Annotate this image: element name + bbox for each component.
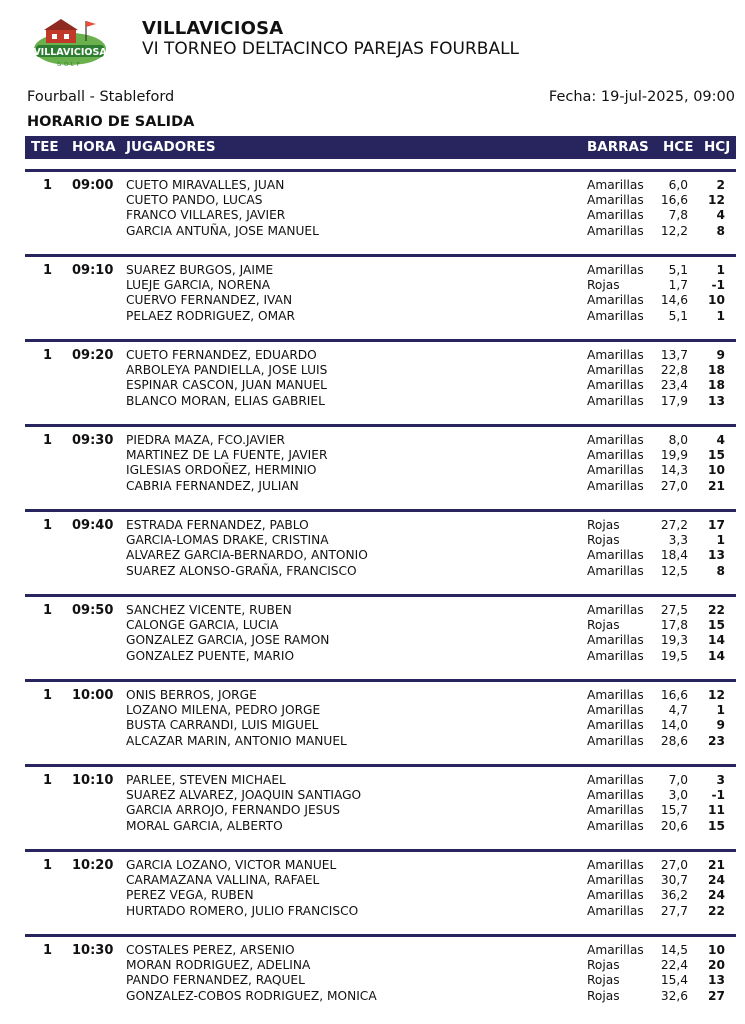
player-name: IGLESIAS ORDOÑEZ, HERMINIO xyxy=(126,463,317,478)
player-tees: Amarillas xyxy=(587,393,644,408)
player-name: PELAEZ RODRIGUEZ, OMAR xyxy=(126,308,295,323)
player-hce: 19,5 xyxy=(660,648,688,663)
player-hcj: 8 xyxy=(716,223,725,238)
tee-time: 10:20 xyxy=(72,858,114,873)
tee-number: 1 xyxy=(43,688,53,703)
player-hcj: 22 xyxy=(708,903,725,918)
player-hce: 19,3 xyxy=(660,633,688,648)
player-name: CUERVO FERNANDEZ, IVAN xyxy=(126,293,293,308)
player-hce: 15,7 xyxy=(660,803,688,818)
player-tees: Amarillas xyxy=(587,633,644,648)
player-name: MORAN RODRIGUEZ, ADELINA xyxy=(126,958,311,973)
player-hcj: 22 xyxy=(708,603,725,617)
player-hcj: 23 xyxy=(708,733,725,748)
tee-time: 10:10 xyxy=(72,773,114,788)
player-tees: Amarillas xyxy=(587,463,644,478)
player-hce: 3,3 xyxy=(668,533,688,548)
player-tees: Amarillas xyxy=(587,648,644,663)
player-name: SUAREZ ALVAREZ, JOAQUIN SANTIAGO xyxy=(126,788,362,803)
player-row xyxy=(126,448,726,463)
player-row xyxy=(126,548,726,563)
player-hce: 12,2 xyxy=(660,223,688,238)
col-hora: HORA xyxy=(72,139,116,155)
tee-time: 09:40 xyxy=(72,518,114,533)
player-hce: 5,1 xyxy=(668,263,688,277)
player-name: FRANCO VILLARES, JAVIER xyxy=(126,208,286,223)
player-hcj: 1 xyxy=(716,703,725,718)
player-name: ALCAZAR MARIN, ANTONIO MANUEL xyxy=(126,733,347,748)
tee-number: 1 xyxy=(43,943,53,958)
player-tees: Rojas xyxy=(587,618,620,633)
player-tees: Amarillas xyxy=(587,603,644,617)
player-hcj: 3 xyxy=(716,773,725,787)
player-name: ESTRADA FERNANDEZ, PABLO xyxy=(126,518,309,532)
player-tees: Amarillas xyxy=(587,363,644,378)
player-row xyxy=(126,958,726,973)
tee-time: 09:20 xyxy=(72,348,114,363)
player-name: CABRIA FERNANDEZ, JULIAN xyxy=(126,478,299,493)
player-hcj: 13 xyxy=(708,548,725,563)
player-hce: 5,1 xyxy=(668,308,688,323)
player-hcj: 4 xyxy=(716,208,725,223)
player-hce: 20,6 xyxy=(660,818,688,833)
player-tees: Amarillas xyxy=(587,903,644,918)
player-hce: 7,0 xyxy=(668,773,688,787)
player-tees: Amarillas xyxy=(587,308,644,323)
player-name: ARBOLEYA PANDIELLA, JOSE LUIS xyxy=(126,363,328,378)
tee-time: 09:50 xyxy=(72,603,114,618)
player-row xyxy=(126,518,726,533)
player-list xyxy=(126,773,726,834)
player-tees: Rojas xyxy=(587,988,620,1003)
player-hce: 1,7 xyxy=(668,278,688,293)
player-list xyxy=(126,178,726,239)
player-hce: 12,5 xyxy=(660,563,688,578)
tee-time: 09:30 xyxy=(72,433,114,448)
player-tees: Amarillas xyxy=(587,943,644,957)
player-row xyxy=(126,193,726,208)
player-row xyxy=(126,378,726,393)
tee-time-group xyxy=(25,594,736,679)
player-tees: Amarillas xyxy=(587,378,644,393)
player-tees: Rojas xyxy=(587,958,620,973)
section-title: HORARIO DE SALIDA xyxy=(27,114,195,130)
player-name: HURTADO ROMERO, JULIO FRANCISCO xyxy=(126,903,359,918)
player-tees: Amarillas xyxy=(587,548,644,563)
player-row xyxy=(126,463,726,478)
player-name: PIEDRA MAZA, FCO.JAVIER xyxy=(126,433,286,447)
player-hcj: 15 xyxy=(708,448,725,463)
club-logo xyxy=(32,15,108,69)
player-hce: 14,6 xyxy=(660,293,688,308)
col-hcj: HCJ xyxy=(704,139,731,155)
player-row xyxy=(126,703,726,718)
col-jugadores: JUGADORES xyxy=(126,139,216,155)
player-hcj: 20 xyxy=(708,958,725,973)
player-name: ONIS BERROS, JORGE xyxy=(126,688,257,702)
player-tees: Amarillas xyxy=(587,873,644,888)
player-hcj: 12 xyxy=(708,193,725,208)
player-hcj: 8 xyxy=(716,563,725,578)
player-name: BUSTA CARRANDI, LUIS MIGUEL xyxy=(126,718,319,733)
player-row xyxy=(126,819,726,834)
player-tees: Amarillas xyxy=(587,773,644,787)
player-hce: 6,0 xyxy=(668,178,688,192)
player-name: GARCIA ANTUÑA, JOSE MANUEL xyxy=(126,223,319,238)
player-hcj: 12 xyxy=(708,688,725,702)
tee-time: 09:10 xyxy=(72,263,114,278)
player-hce: 27,5 xyxy=(660,603,688,617)
player-hce: 14,3 xyxy=(660,463,688,478)
event-date: Fecha: 19-jul-2025, 09:00 xyxy=(548,89,735,105)
player-hcj: 13 xyxy=(708,973,725,988)
player-list xyxy=(126,858,726,919)
player-hcj: 15 xyxy=(708,618,725,633)
club-name: VILLAVICIOSA xyxy=(142,18,284,39)
player-name: CUETO FERNANDEZ, EDUARDO xyxy=(126,348,317,362)
tournament-title: VI TORNEO DELTACINCO PAREJAS FOURBALL xyxy=(142,39,520,59)
player-name: GARCIA-LOMAS DRAKE, CRISTINA xyxy=(126,533,329,548)
col-tee: TEE xyxy=(31,139,59,155)
player-hcj: 21 xyxy=(708,478,725,493)
player-row xyxy=(126,309,726,324)
player-name: CUETO MIRAVALLES, JUAN xyxy=(126,178,285,192)
player-tees: Amarillas xyxy=(587,448,644,463)
player-name: GARCIA LOZANO, VICTOR MANUEL xyxy=(126,858,337,872)
player-name: CALONGE GARCIA, LUCIA xyxy=(126,618,279,633)
player-row xyxy=(126,263,726,278)
player-list xyxy=(126,263,726,324)
player-tees: Amarillas xyxy=(587,348,644,362)
player-tees: Amarillas xyxy=(587,563,644,578)
player-hce: 16,6 xyxy=(660,193,688,208)
player-row xyxy=(126,603,726,618)
player-row xyxy=(126,873,726,888)
player-name: LOZANO MILENA, PEDRO JORGE xyxy=(126,703,321,718)
player-hce: 14,0 xyxy=(660,718,688,733)
player-list xyxy=(126,433,726,494)
player-name: PEREZ VEGA, RUBEN xyxy=(126,888,254,903)
player-hce: 7,8 xyxy=(668,208,688,223)
player-row xyxy=(126,989,726,1004)
player-hcj: 9 xyxy=(716,718,725,733)
player-row xyxy=(126,773,726,788)
player-name: ALVAREZ GARCIA-BERNARDO, ANTONIO xyxy=(126,548,368,563)
player-hce: 36,2 xyxy=(660,888,688,903)
player-name: SUAREZ BURGOS, JAIME xyxy=(126,263,274,277)
player-tees: Rojas xyxy=(587,973,620,988)
player-hce: 19,9 xyxy=(660,448,688,463)
player-hcj: 14 xyxy=(708,648,725,663)
player-tees: Amarillas xyxy=(587,858,644,872)
player-name: LUEJE GARCIA, NORENA xyxy=(126,278,271,293)
player-name: PARLEE, STEVEN MICHAEL xyxy=(126,773,286,787)
player-row xyxy=(126,904,726,919)
player-hcj: 2 xyxy=(716,178,725,192)
player-hce: 17,8 xyxy=(660,618,688,633)
player-row xyxy=(126,633,726,648)
player-row xyxy=(126,688,726,703)
player-hcj: 21 xyxy=(708,858,725,872)
player-name: MARTINEZ DE LA FUENTE, JAVIER xyxy=(126,448,328,463)
player-name: CUETO PANDO, LUCAS xyxy=(126,193,263,208)
player-name: PANDO FERNANDEZ, RAQUEL xyxy=(126,973,305,988)
player-hcj: 1 xyxy=(716,263,725,277)
player-hce: 27,0 xyxy=(660,478,688,493)
tee-time-group xyxy=(25,509,736,594)
player-hce: 14,5 xyxy=(660,943,688,957)
player-hce: 3,0 xyxy=(668,788,688,803)
player-row xyxy=(126,734,726,749)
player-hcj: -1 xyxy=(711,278,725,293)
tee-time-group xyxy=(25,424,736,509)
player-row xyxy=(126,394,726,409)
player-hcj: 18 xyxy=(708,363,725,378)
player-row xyxy=(126,649,726,664)
tee-time: 09:00 xyxy=(72,178,114,193)
player-list xyxy=(126,943,726,1004)
competition-format: Fourball - Stableford xyxy=(27,89,175,105)
tee-number: 1 xyxy=(43,518,53,533)
player-row xyxy=(126,224,726,239)
player-tees: Amarillas xyxy=(587,818,644,833)
player-tees: Rojas xyxy=(587,518,620,532)
player-hcj: 11 xyxy=(708,803,725,818)
player-tees: Amarillas xyxy=(587,478,644,493)
player-list xyxy=(126,688,726,749)
player-hce: 13,7 xyxy=(660,348,688,362)
player-tees: Amarillas xyxy=(587,688,644,702)
col-barras: BARRAS xyxy=(587,139,649,155)
player-tees: Amarillas xyxy=(587,208,644,223)
player-hce: 15,4 xyxy=(660,973,688,988)
player-hce: 4,7 xyxy=(668,703,688,718)
player-row xyxy=(126,803,726,818)
player-row xyxy=(126,973,726,988)
player-hce: 22,4 xyxy=(660,958,688,973)
tee-time-group xyxy=(25,254,736,339)
player-row xyxy=(126,363,726,378)
player-row xyxy=(126,293,726,308)
player-tees: Rojas xyxy=(587,278,620,293)
player-name: CARAMAZANA VALLINA, RAFAEL xyxy=(126,873,320,888)
player-hcj: 17 xyxy=(708,518,725,532)
player-hce: 27,7 xyxy=(660,903,688,918)
player-hcj: 10 xyxy=(708,943,725,957)
player-name: COSTALES PEREZ, ARSENIO xyxy=(126,943,295,957)
player-name: SANCHEZ VICENTE, RUBEN xyxy=(126,603,292,617)
player-hcj: 1 xyxy=(716,308,725,323)
tee-number: 1 xyxy=(43,178,53,193)
player-name: BLANCO MORAN, ELIAS GABRIEL xyxy=(126,393,325,408)
tee-number: 1 xyxy=(43,433,53,448)
player-hcj: -1 xyxy=(711,788,725,803)
player-name: GARCIA ARROJO, FERNANDO JESUS xyxy=(126,803,341,818)
player-tees: Amarillas xyxy=(587,293,644,308)
player-hcj: 14 xyxy=(708,633,725,648)
tee-number: 1 xyxy=(43,858,53,873)
tee-time-group xyxy=(25,339,736,424)
player-row xyxy=(126,533,726,548)
player-hcj: 13 xyxy=(708,393,725,408)
player-hce: 16,6 xyxy=(660,688,688,702)
player-hcj: 4 xyxy=(716,433,725,447)
player-tees: Amarillas xyxy=(587,733,644,748)
tee-time: 10:30 xyxy=(72,943,114,958)
player-row xyxy=(126,433,726,448)
player-hce: 28,6 xyxy=(660,733,688,748)
player-tees: Amarillas xyxy=(587,263,644,277)
player-tees: Amarillas xyxy=(587,788,644,803)
tee-time-group xyxy=(25,679,736,764)
player-hce: 22,8 xyxy=(660,363,688,378)
player-row xyxy=(126,718,726,733)
player-tees: Amarillas xyxy=(587,803,644,818)
player-name: ESPINAR CASCON, JUAN MANUEL xyxy=(126,378,327,393)
player-hce: 17,9 xyxy=(660,393,688,408)
player-tees: Amarillas xyxy=(587,433,644,447)
player-row xyxy=(126,618,726,633)
player-tees: Amarillas xyxy=(587,193,644,208)
table-header xyxy=(25,136,736,159)
player-row xyxy=(126,888,726,903)
player-name: GONZALEZ-COBOS RODRIGUEZ, MONICA xyxy=(126,988,377,1003)
tee-time-list xyxy=(25,169,736,1019)
tee-number: 1 xyxy=(43,773,53,788)
player-row xyxy=(126,788,726,803)
player-hce: 8,0 xyxy=(668,433,688,447)
logo-text: VILLAVICIOSA xyxy=(33,47,107,58)
logo-subtext: GOLF xyxy=(57,62,83,68)
player-name: GONZALEZ GARCIA, JOSE RAMON xyxy=(126,633,330,648)
player-hce: 23,4 xyxy=(660,378,688,393)
player-hce: 30,7 xyxy=(660,873,688,888)
player-list xyxy=(126,603,726,664)
tee-number: 1 xyxy=(43,603,53,618)
tee-time-group xyxy=(25,764,736,849)
player-hce: 18,4 xyxy=(660,548,688,563)
player-row xyxy=(126,943,726,958)
player-hcj: 9 xyxy=(716,348,725,362)
tee-time: 10:00 xyxy=(72,688,114,703)
player-row xyxy=(126,208,726,223)
player-tees: Amarillas xyxy=(587,888,644,903)
player-row xyxy=(126,858,726,873)
player-hcj: 27 xyxy=(708,988,725,1003)
player-hcj: 1 xyxy=(716,533,725,548)
player-hcj: 10 xyxy=(708,463,725,478)
col-hce: HCE xyxy=(663,139,694,155)
player-name: SUAREZ ALONSO-GRAÑA, FRANCISCO xyxy=(126,563,357,578)
player-hcj: 24 xyxy=(708,873,725,888)
player-hcj: 18 xyxy=(708,378,725,393)
player-tees: Amarillas xyxy=(587,703,644,718)
player-row xyxy=(126,479,726,494)
player-row xyxy=(126,178,726,193)
tee-time-group xyxy=(25,169,736,254)
tee-number: 1 xyxy=(43,348,53,363)
player-tees: Rojas xyxy=(587,533,620,548)
player-hcj: 15 xyxy=(708,818,725,833)
player-tees: Amarillas xyxy=(587,223,644,238)
player-hce: 27,2 xyxy=(660,518,688,532)
player-name: MORAL GARCIA, ALBERTO xyxy=(126,818,283,833)
player-hcj: 10 xyxy=(708,293,725,308)
player-name: GONZALEZ PUENTE, MARIO xyxy=(126,648,295,663)
player-row xyxy=(126,348,726,363)
player-tees: Amarillas xyxy=(587,178,644,192)
player-row xyxy=(126,564,726,579)
tee-time-group xyxy=(25,934,736,1019)
player-hce: 27,0 xyxy=(660,858,688,872)
player-list xyxy=(126,518,726,579)
tee-time-group xyxy=(25,849,736,934)
player-tees: Amarillas xyxy=(587,718,644,733)
player-hcj: 24 xyxy=(708,888,725,903)
player-row xyxy=(126,278,726,293)
player-hce: 32,6 xyxy=(660,988,688,1003)
tee-number: 1 xyxy=(43,263,53,278)
player-list xyxy=(126,348,726,409)
